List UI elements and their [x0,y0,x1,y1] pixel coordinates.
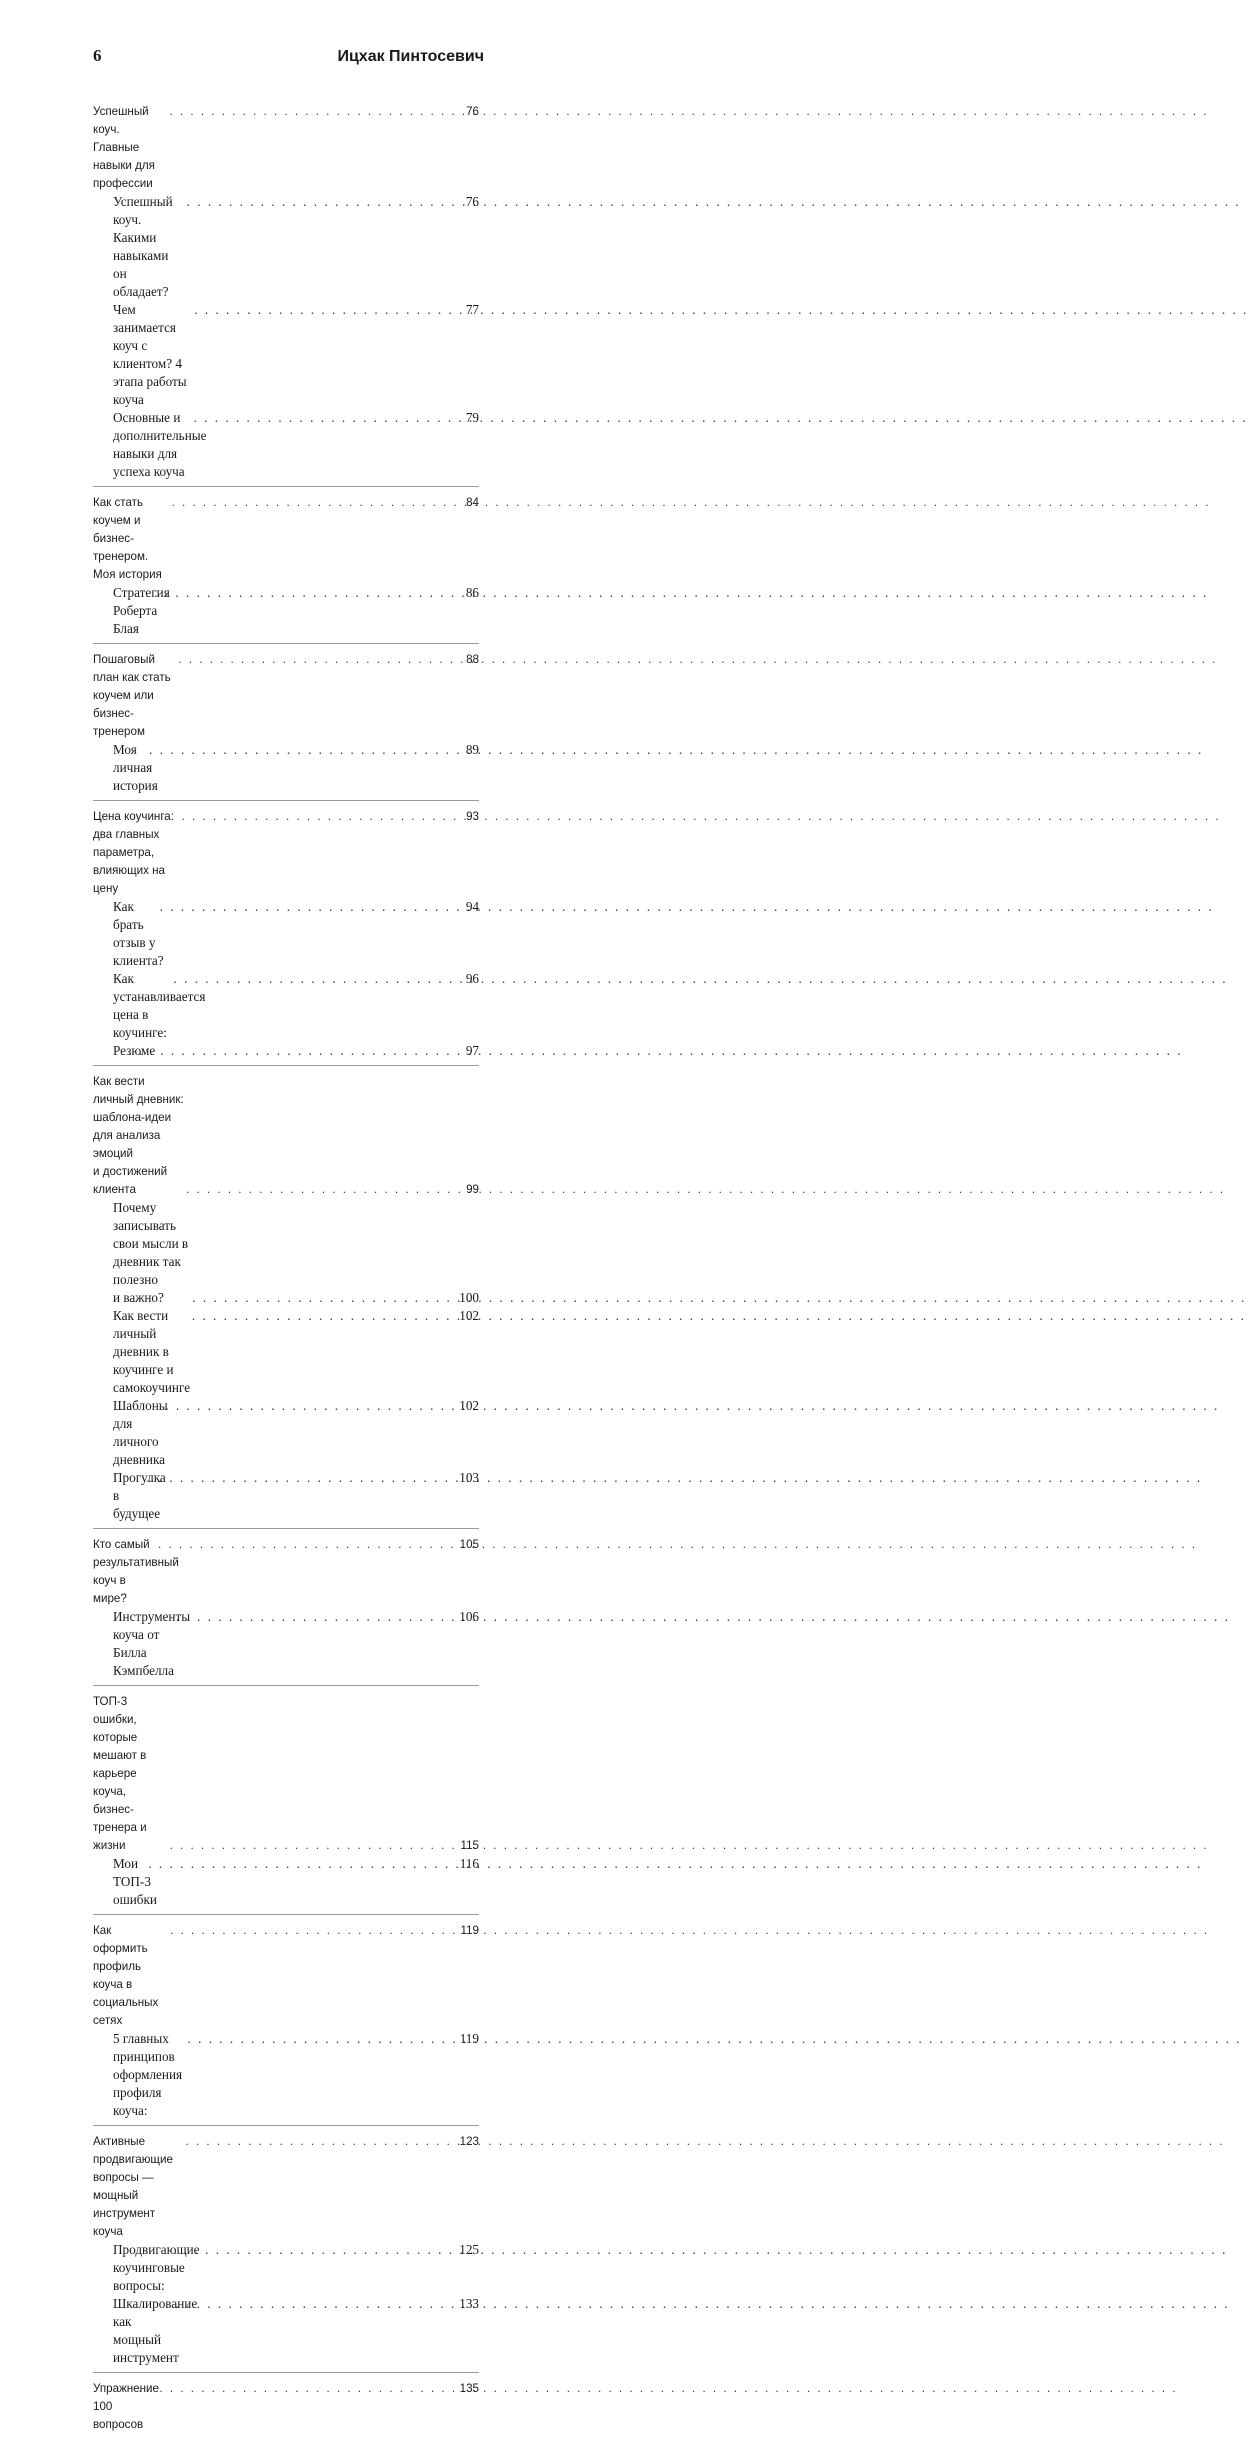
entry-title [93,1693,168,1855]
entry-title-line: 5 главных принципов оформления профиля коуча: [113,2031,183,2118]
dot-leader [170,103,465,121]
entry-title [113,2241,200,2295]
dot-leader [154,584,464,602]
entry-title-line: Шкалирование как мощный инструмент [113,2296,198,2365]
entry-title-line: Пошаговый план как стать коучем или бизнес-тренером [93,653,171,738]
entry-title [113,193,185,301]
entry-title-line: Кто самый результативный коуч в мире? [93,1538,179,1605]
dot-leader [170,1922,458,1940]
entry-title [113,1855,157,1909]
entry-title-line: Цена коучинга: два главных параметра, влияющих на цену [93,810,174,895]
entry-page-number: 79 [465,410,479,425]
toc-chapter-entry[interactable] [93,808,479,898]
entry-page-number: 96 [465,971,479,986]
entry-page-number: 89 [465,742,479,757]
entry-page-number: 100 [459,1290,479,1305]
entry-page-number: 106 [459,1609,479,1624]
dot-leader [174,970,464,988]
toc-subentry[interactable] [93,1307,479,1397]
dot-leader [170,1837,459,1855]
toc-subentry[interactable] [93,1397,479,1469]
dot-leader [160,898,464,916]
toc-chapter-entry[interactable] [93,651,479,741]
entry-title [113,2030,186,2120]
toc-subentry[interactable] [93,584,479,638]
dot-leader [178,651,464,669]
dot-leader [173,2241,457,2259]
dot-leader [139,2380,458,2398]
dot-leader [188,2030,458,2048]
entry-page-number: 125 [459,2242,479,2257]
entry-page-number: 77 [465,302,479,317]
entry-title-line: Как вести личный дневник: шаблона-идеи для анализа эмоций [93,1075,184,1160]
entry-title [113,584,170,638]
entry-page-number: 76 [465,194,479,209]
entry-title-line: Шаблоны для личного дневника [113,1398,168,1467]
toc-section [93,644,479,801]
entry-title-line: Чем занимается коуч с клиентом? 4 этапа работы коуча [113,302,187,407]
dot-leader [192,1307,457,1325]
dot-leader [172,494,465,512]
toc-section [93,2126,479,2373]
dot-leader [149,741,464,759]
entry-title [93,1536,179,1608]
page-header [93,46,484,66]
toc-subentry[interactable] [93,741,479,795]
entry-title [113,2295,198,2367]
entry-title-line: Как устанавливается цена в коучинге: [113,971,206,1040]
toc-chapter-entry[interactable] [93,1922,479,2030]
entry-page-number: 97 [465,1043,479,1058]
entry-title-line: Успешный коуч. Главные навыки для профессии [93,105,155,190]
entry-page-number: 99 [466,1183,479,1196]
toc-section [93,1915,479,2126]
entry-page-number: 76 [466,105,479,118]
entry-page-number: 133 [459,2296,479,2311]
entry-title [113,1199,190,1307]
entry-title [113,1042,156,1060]
dot-leader [194,301,464,319]
entry-title-line: Резюме [113,1043,156,1058]
entry-title-line: Активные продвигающие вопросы — мощный инструмент коуча [93,2135,173,2238]
toc-chapter-entry[interactable] [93,2133,479,2241]
entry-title-line: бизнес-тренера и жизни [93,1803,147,1852]
entry-title-line: Прогулка в будущее [113,1470,166,1521]
entry-title-line: и достижений клиента [93,1165,168,1196]
dot-leader [192,1289,457,1307]
entry-title [93,1922,168,2030]
entry-page-number: 119 [460,1924,479,1937]
dot-leader [176,1608,457,1626]
toc-chapter-entry[interactable] [93,1693,479,1855]
entry-title [113,741,158,795]
dot-leader [128,1042,463,1060]
page-number: 6 [93,46,102,65]
entry-title-line: Стратегия Роберта Блая [113,585,170,636]
toc-section [93,1686,479,1915]
dot-leader [176,2295,458,2313]
dot-leader [186,1181,464,1199]
entry-page-number: 102 [459,1398,479,1413]
toc-subentry[interactable] [93,409,479,481]
entry-title [113,301,192,409]
dot-leader [187,193,464,211]
entry-page-number: 115 [460,1839,479,1852]
toc-subentry[interactable] [93,970,479,1042]
entry-title-line: Моя личная история [113,742,158,793]
dot-leader [148,1469,457,1487]
entry-title-line: Мои ТОП-3 ошибки [113,1856,157,1907]
entry-title-line: Как вести личный дневник в коучинге и самокоучинге [113,1308,191,1395]
entry-page-number: 135 [459,2382,479,2395]
dot-leader [148,1855,457,1873]
entry-title-line: Как оформить профиль коуча в социальных сетях [93,1924,159,2027]
dot-leader [158,1536,458,1554]
entry-title [113,1307,190,1397]
entry-page-number: 94 [465,899,479,914]
toc-subentry[interactable] [93,1855,479,1909]
toc-chapter-entry[interactable] [93,2380,479,2434]
toc-subentry[interactable] [93,193,479,301]
entry-title-line: и важно? [113,1290,164,1305]
toc-subentry[interactable] [93,2295,479,2367]
toc-subentry[interactable] [93,2030,479,2120]
entry-title-line: Продвигающие коучинговые вопросы: [113,2242,200,2293]
entry-title-line: Как брать отзыв у клиента? [113,899,164,968]
toc-section [93,487,479,644]
entry-page-number: 102 [459,1308,479,1323]
dot-leader [165,1397,457,1415]
entry-page-number: 86 [465,585,479,600]
toc-subentry[interactable] [93,1199,479,1307]
toc-subentry[interactable] [93,1042,479,1060]
entry-title [113,1469,166,1523]
toc-subentry[interactable] [93,301,479,409]
toc-subentry[interactable] [93,1469,479,1523]
entry-page-number: 103 [459,1470,479,1485]
dot-leader [182,808,465,826]
running-title: Ицхак Пинтосевич [337,48,484,65]
entry-title [93,1073,184,1199]
entry-title [93,2380,159,2434]
entry-title [113,898,164,970]
toc-section [93,1529,479,1686]
entry-title [93,808,180,898]
toc-subentry[interactable] [93,898,479,970]
entry-page-number: 105 [459,1538,479,1551]
toc-chapter-entry[interactable] [93,103,479,193]
toc-section [93,2373,479,2439]
dot-leader [186,2133,458,2151]
entry-title [113,409,207,481]
entry-title [93,103,168,193]
table-of-contents [93,96,479,2439]
entry-title [113,970,206,1042]
entry-title [113,1608,191,1680]
entry-page-number: 116 [459,1856,479,1871]
toc-section [93,1066,479,1529]
dot-leader [194,409,464,427]
entry-title-line: Как стать коучем и бизнес-тренером. Моя история [93,496,162,581]
entry-title-line: ТОП-3 ошибки, которые мешают в карьере коуча, [93,1695,147,1798]
entry-title-line: Основные и дополнительные навыки для успеха коуча [113,410,207,479]
toc-section [93,801,479,1066]
entry-title-line: Упражнение 100 вопросов [93,2382,159,2431]
entry-title [113,1397,168,1469]
entry-page-number: 93 [466,810,479,823]
entry-page-number: 123 [459,2135,479,2148]
entry-title [93,651,176,741]
toc-chapter-entry[interactable] [93,494,479,584]
toc-subentry[interactable] [93,2241,479,2295]
toc-section [93,96,479,487]
entry-title [93,494,170,584]
entry-title [93,2133,184,2241]
entry-page-number: 88 [466,653,479,666]
entry-title-line: Успешный коуч. Какими навыками он обладает? [113,194,173,299]
toc-chapter-entry[interactable] [93,1073,479,1199]
entry-title-line: Почему записывать свои мысли в дневник так полезно [113,1200,189,1287]
toc-chapter-entry[interactable] [93,1536,479,1608]
entry-page-number: 119 [459,2031,479,2046]
entry-page-number: 84 [466,496,479,509]
toc-subentry[interactable] [93,1608,479,1680]
entry-title-line: Инструменты коуча от Билла Кэмпбелла [113,1609,191,1678]
